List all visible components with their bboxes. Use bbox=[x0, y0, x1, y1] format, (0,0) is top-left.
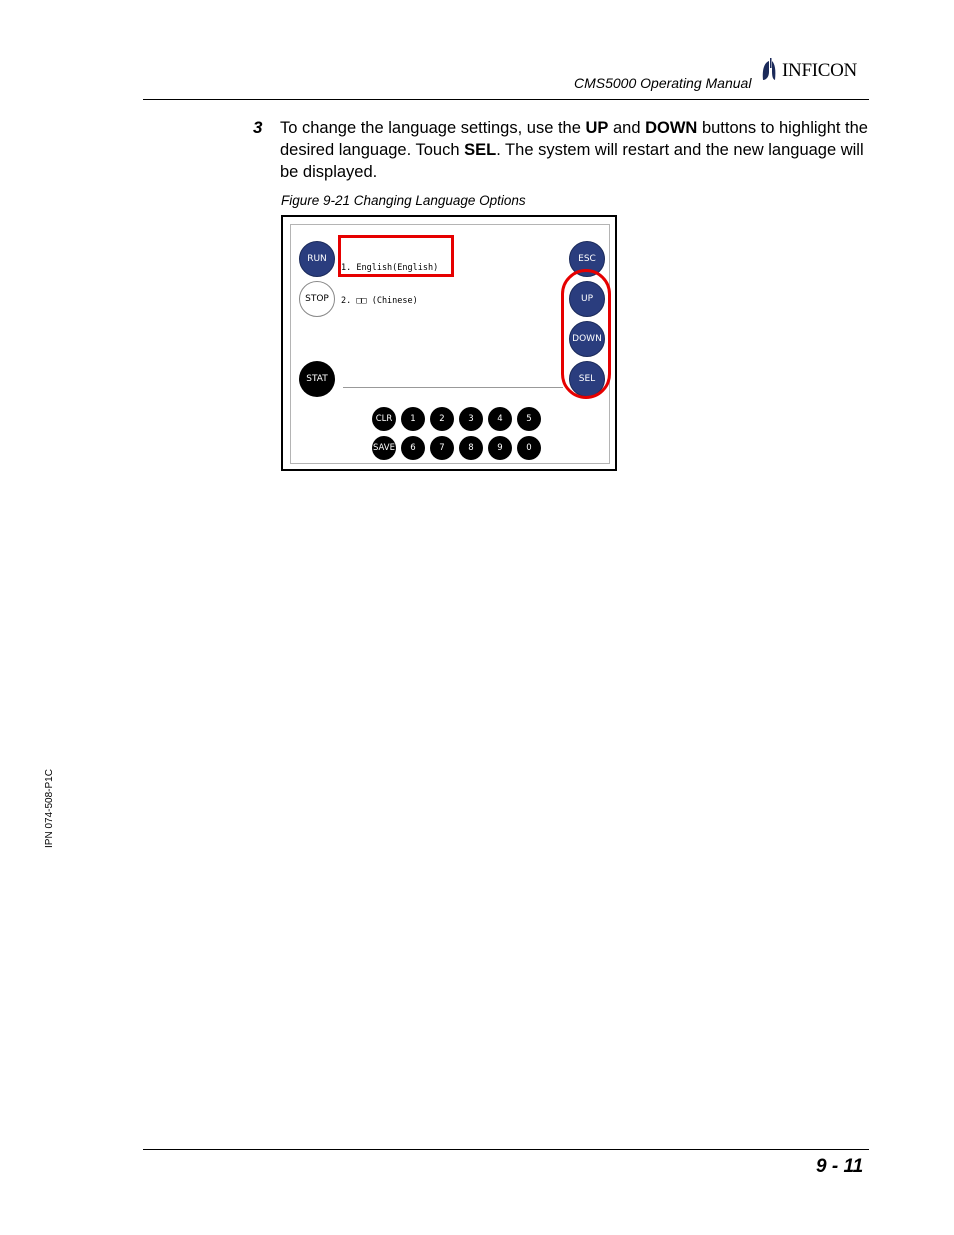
figure-caption: Figure 9-21 Changing Language Options bbox=[281, 193, 526, 208]
step-text-part: . The system will restart and the new language will be displayed. bbox=[280, 141, 864, 181]
key-2[interactable]: 2 bbox=[430, 407, 454, 431]
page-number: 9 - 11 bbox=[816, 1156, 864, 1177]
language-option-english[interactable]: 1. English(English) bbox=[341, 263, 439, 273]
entry-line bbox=[343, 387, 563, 388]
key-5[interactable]: 5 bbox=[517, 407, 541, 431]
step-up-keyword: UP bbox=[585, 119, 609, 137]
step-instruction bbox=[280, 117, 870, 183]
key-3[interactable]: 3 bbox=[459, 407, 483, 431]
key-4[interactable]: 4 bbox=[488, 407, 512, 431]
step-text-part: and bbox=[608, 119, 646, 137]
footer-rule bbox=[143, 1149, 869, 1150]
step-number: 3 bbox=[253, 118, 263, 137]
inficon-logo bbox=[760, 58, 874, 84]
key-8[interactable]: 8 bbox=[459, 436, 483, 460]
key-9[interactable]: 9 bbox=[488, 436, 512, 460]
step-text-part: buttons to highlight the desired language. Touch bbox=[280, 119, 868, 159]
key-7[interactable]: 7 bbox=[430, 436, 454, 460]
device-screen bbox=[290, 224, 610, 464]
ipn-label: IPN 074-508-P1C bbox=[44, 769, 55, 848]
language-highlight-box bbox=[338, 235, 454, 277]
stat-button[interactable]: STAT bbox=[299, 361, 335, 397]
navigation-highlight-oval bbox=[561, 269, 611, 399]
clr-key[interactable]: CLR bbox=[372, 407, 396, 431]
key-0[interactable]: 0 bbox=[517, 436, 541, 460]
header-rule bbox=[143, 99, 869, 100]
step-down-keyword: DOWN bbox=[645, 119, 698, 137]
save-key[interactable]: SAVE bbox=[372, 436, 396, 460]
inficon-lungs-logo-icon bbox=[760, 58, 782, 84]
figure-frame bbox=[281, 215, 617, 471]
esc-button[interactable]: ESC bbox=[569, 241, 605, 277]
language-option-chinese[interactable]: 2. □□ (Chinese) bbox=[341, 296, 418, 306]
step-sel-keyword: SEL bbox=[464, 141, 497, 159]
stop-button[interactable]: STOP bbox=[299, 281, 335, 317]
sel-button[interactable]: SEL bbox=[569, 361, 605, 397]
up-button[interactable]: UP bbox=[569, 281, 605, 317]
logo-wordmark: INFICON bbox=[782, 60, 857, 81]
down-button[interactable]: DOWN bbox=[569, 321, 605, 357]
key-1[interactable]: 1 bbox=[401, 407, 425, 431]
manual-title: CMS5000 Operating Manual bbox=[574, 75, 752, 91]
step-text-part: To change the language settings, use the bbox=[280, 119, 586, 137]
run-button[interactable]: RUN bbox=[299, 241, 335, 277]
key-6[interactable]: 6 bbox=[401, 436, 425, 460]
